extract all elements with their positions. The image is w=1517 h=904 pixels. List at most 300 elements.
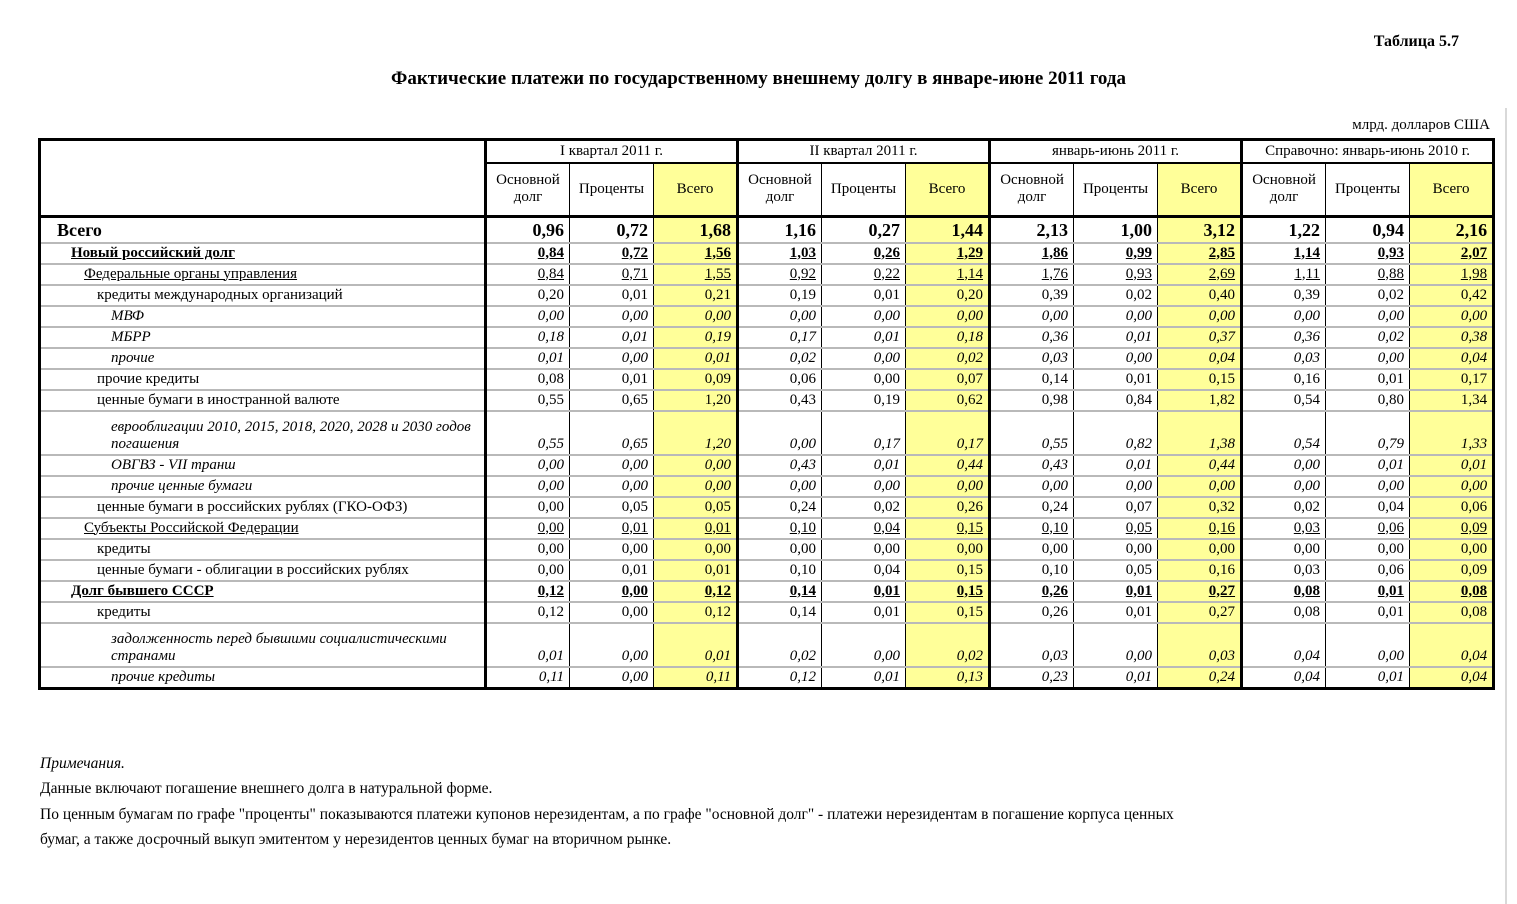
value-cell: 0,01: [486, 348, 570, 369]
value-cell: 0,01: [570, 518, 654, 539]
value-cell: 1,38: [1158, 411, 1242, 455]
value-cell: 0,16: [1242, 369, 1326, 390]
value-cell: 0,00: [738, 476, 822, 497]
value-cell: 0,54: [1242, 390, 1326, 411]
row-label: задолженность перед бывшими социалистическими странами: [111, 630, 447, 664]
table-row: [40, 306, 1494, 327]
table-row: [40, 264, 1494, 285]
value-cell: 0,93: [1074, 264, 1158, 285]
value-cell: 1,11: [1242, 264, 1326, 285]
value-cell: 0,03: [990, 623, 1074, 667]
value-cell: 0,09: [1410, 560, 1494, 581]
value-cell: 0,84: [1074, 390, 1158, 411]
value-cell: 0,06: [1410, 497, 1494, 518]
value-cell: 0,03: [990, 348, 1074, 369]
value-cell: 0,02: [906, 623, 990, 667]
value-cell: 0,00: [738, 539, 822, 560]
value-cell: 0,00: [990, 306, 1074, 327]
row-label: ОВГВЗ - VII транш: [111, 456, 236, 473]
value-cell: 0,10: [990, 560, 1074, 581]
value-cell: 0,01: [654, 560, 738, 581]
value-cell: 0,00: [1074, 348, 1158, 369]
value-cell: 0,01: [1326, 455, 1410, 476]
value-cell: 0,01: [1074, 327, 1158, 348]
value-cell: 0,14: [738, 602, 822, 623]
value-cell: 0,03: [1242, 518, 1326, 539]
value-cell: 0,14: [738, 581, 822, 602]
value-cell: 0,17: [822, 411, 906, 455]
value-cell: 0,01: [1074, 455, 1158, 476]
value-cell: 0,00: [570, 581, 654, 602]
value-cell: 0,00: [1074, 539, 1158, 560]
value-cell: 0,08: [486, 369, 570, 390]
value-cell: 0,00: [822, 623, 906, 667]
value-cell: 0,40: [1158, 285, 1242, 306]
value-cell: 0,26: [822, 243, 906, 264]
value-cell: 1,33: [1410, 411, 1494, 455]
value-cell: 0,00: [486, 518, 570, 539]
value-cell: 0,02: [906, 348, 990, 369]
value-cell: 0,20: [906, 285, 990, 306]
value-cell: 0,00: [1242, 306, 1326, 327]
value-cell: 0,27: [1158, 581, 1242, 602]
row-label: еврооблигации 2010, 2015, 2018, 2020, 2028 и 2030 годов погашения: [111, 418, 471, 452]
value-cell: 0,93: [1326, 243, 1410, 264]
value-cell: 0,00: [486, 306, 570, 327]
value-cell: 0,13: [906, 667, 990, 689]
value-cell: 0,00: [486, 497, 570, 518]
value-cell: 0,21: [654, 285, 738, 306]
value-cell: 0,16: [1158, 560, 1242, 581]
value-cell: 0,55: [486, 390, 570, 411]
value-cell: 3,12: [1158, 217, 1242, 243]
value-cell: 0,10: [738, 518, 822, 539]
row-label: Долг бывшего СССР: [71, 582, 214, 599]
value-cell: 0,03: [1242, 560, 1326, 581]
value-cell: 0,00: [822, 306, 906, 327]
value-cell: 0,00: [1326, 623, 1410, 667]
value-cell: 2,85: [1158, 243, 1242, 264]
value-cell: 0,65: [570, 390, 654, 411]
value-cell: 0,65: [570, 411, 654, 455]
value-cell: 0,02: [738, 348, 822, 369]
row-label: прочие ценные бумаги: [111, 477, 253, 494]
table-row: [40, 476, 1494, 497]
sheet-edge-line: [1505, 108, 1507, 904]
value-cell: 0,00: [1326, 306, 1410, 327]
value-cell: 0,02: [1074, 285, 1158, 306]
value-cell: 1,20: [654, 390, 738, 411]
value-cell: 1,82: [1158, 390, 1242, 411]
table-number-label: Таблица 5.7: [1373, 33, 1459, 50]
sub-column-header: Проценты: [1074, 163, 1158, 217]
value-cell: 0,00: [1326, 348, 1410, 369]
row-label: кредиты международных организаций: [97, 286, 343, 303]
value-cell: 0,00: [906, 306, 990, 327]
row-label: ценные бумаги в российских рублях (ГКО-ОФЗ): [97, 498, 408, 515]
value-cell: 0,19: [654, 327, 738, 348]
value-cell: 0,18: [906, 327, 990, 348]
value-cell: 0,00: [654, 539, 738, 560]
value-cell: 0,80: [1326, 390, 1410, 411]
value-cell: 0,00: [570, 476, 654, 497]
row-label: кредиты: [97, 540, 151, 557]
value-cell: 0,04: [1242, 667, 1326, 689]
value-cell: 0,01: [822, 455, 906, 476]
value-cell: 0,03: [1158, 623, 1242, 667]
value-cell: 0,19: [822, 390, 906, 411]
row-label: ценные бумаги - облигации в российских рублях: [97, 561, 409, 578]
value-cell: 0,00: [1074, 476, 1158, 497]
table-row: [40, 518, 1494, 539]
value-cell: 0,00: [570, 602, 654, 623]
value-cell: 0,04: [1410, 667, 1494, 689]
table-row: [40, 327, 1494, 348]
value-cell: 1,68: [654, 217, 738, 243]
table-row: [40, 539, 1494, 560]
value-cell: 0,04: [1242, 623, 1326, 667]
row-label: прочие кредиты: [111, 668, 216, 685]
table-row: [40, 411, 1494, 455]
value-cell: 0,01: [1326, 667, 1410, 689]
value-cell: 0,07: [906, 369, 990, 390]
value-cell: 1,16: [738, 217, 822, 243]
value-cell: 0,02: [822, 497, 906, 518]
value-cell: 0,17: [738, 327, 822, 348]
value-cell: 0,24: [738, 497, 822, 518]
value-cell: 0,00: [906, 476, 990, 497]
value-cell: 0,62: [906, 390, 990, 411]
value-cell: 0,00: [822, 539, 906, 560]
row-label-column-header: [40, 140, 486, 217]
value-cell: 0,84: [486, 264, 570, 285]
value-cell: 0,24: [1158, 667, 1242, 689]
value-cell: 0,05: [654, 497, 738, 518]
table-row: [40, 390, 1494, 411]
value-cell: 0,01: [1074, 667, 1158, 689]
value-cell: 1,14: [1242, 243, 1326, 264]
value-cell: 0,43: [990, 455, 1074, 476]
notes-line: По ценным бумагам по графе "проценты" показываются платежи купонов нерезидентам, а по графе "основной долг" - платежи нерезидентам в погашение корпуса ценных бумаг, а также досрочный выкуп эмитентом у нерезидентов ценных бумаг на вторичном рынке.: [40, 805, 1174, 848]
value-cell: 0,00: [990, 476, 1074, 497]
value-cell: 0,39: [990, 285, 1074, 306]
value-cell: 0,01: [822, 602, 906, 623]
value-cell: 0,92: [738, 264, 822, 285]
value-cell: 0,36: [1242, 327, 1326, 348]
value-cell: 0,09: [654, 369, 738, 390]
value-cell: 1,03: [738, 243, 822, 264]
value-cell: 0,00: [1074, 306, 1158, 327]
value-cell: 0,00: [1242, 476, 1326, 497]
notes-line: Данные включают погашение внешнего долга в натуральной форме.: [40, 780, 493, 798]
sub-column-header: Проценты: [1326, 163, 1410, 217]
value-cell: 0,15: [906, 581, 990, 602]
value-cell: 0,01: [1326, 369, 1410, 390]
value-cell: 0,71: [570, 264, 654, 285]
value-cell: 0,32: [1158, 497, 1242, 518]
value-cell: 0,23: [990, 667, 1074, 689]
table-row: [40, 285, 1494, 306]
value-cell: 0,00: [1410, 476, 1494, 497]
value-cell: 0,00: [570, 306, 654, 327]
value-cell: 0,94: [1326, 217, 1410, 243]
value-cell: 0,03: [1242, 348, 1326, 369]
row-label: Федеральные органы управления: [84, 265, 298, 282]
value-cell: 2,16: [1410, 217, 1494, 243]
value-cell: 0,36: [990, 327, 1074, 348]
value-cell: 0,00: [570, 667, 654, 689]
value-cell: 0,08: [1242, 581, 1326, 602]
row-label: Новый российский долг: [71, 244, 235, 261]
value-cell: 0,39: [1242, 285, 1326, 306]
value-cell: 1,14: [906, 264, 990, 285]
value-cell: 0,01: [822, 667, 906, 689]
value-cell: 0,08: [1242, 602, 1326, 623]
value-cell: 0,00: [1074, 623, 1158, 667]
value-cell: 0,00: [822, 369, 906, 390]
value-cell: 0,01: [1074, 369, 1158, 390]
value-cell: 0,01: [570, 560, 654, 581]
value-cell: 0,14: [990, 369, 1074, 390]
value-cell: 0,44: [1158, 455, 1242, 476]
notes-heading: Примечания.: [40, 755, 125, 772]
sub-column-header: Проценты: [822, 163, 906, 217]
value-cell: 0,12: [486, 581, 570, 602]
sub-column-header: Всего: [1410, 163, 1494, 217]
value-cell: 1,55: [654, 264, 738, 285]
value-cell: 0,02: [738, 623, 822, 667]
value-cell: 0,16: [1158, 518, 1242, 539]
value-cell: 0,00: [486, 539, 570, 560]
value-cell: 0,01: [1326, 602, 1410, 623]
value-cell: 0,00: [1326, 539, 1410, 560]
value-cell: 0,27: [1158, 602, 1242, 623]
value-cell: 0,00: [486, 560, 570, 581]
sub-column-header: Проценты: [570, 163, 654, 217]
value-cell: 0,00: [738, 306, 822, 327]
value-cell: 0,55: [486, 411, 570, 455]
value-cell: 0,72: [570, 243, 654, 264]
value-cell: 0,00: [1410, 306, 1494, 327]
value-cell: 0,02: [1326, 285, 1410, 306]
value-cell: 0,00: [654, 455, 738, 476]
value-cell: 0,04: [1410, 348, 1494, 369]
value-cell: 0,12: [654, 602, 738, 623]
value-cell: 0,01: [1074, 581, 1158, 602]
value-cell: 0,01: [822, 285, 906, 306]
value-cell: 2,13: [990, 217, 1074, 243]
value-cell: 0,15: [1158, 369, 1242, 390]
value-cell: 0,05: [1074, 560, 1158, 581]
sub-column-header: Основной долг: [738, 163, 822, 217]
row-label: МБРР: [111, 328, 151, 345]
value-cell: 0,01: [1326, 581, 1410, 602]
value-cell: 0,10: [990, 518, 1074, 539]
value-cell: 1,76: [990, 264, 1074, 285]
value-cell: 0,04: [1410, 623, 1494, 667]
value-cell: 0,07: [1074, 497, 1158, 518]
sub-column-header: Всего: [906, 163, 990, 217]
row-label: Всего: [57, 219, 102, 240]
value-cell: 1,44: [906, 217, 990, 243]
value-cell: 0,12: [486, 602, 570, 623]
value-cell: 2,07: [1410, 243, 1494, 264]
value-cell: 0,04: [822, 518, 906, 539]
value-cell: 0,01: [822, 327, 906, 348]
value-cell: 2,69: [1158, 264, 1242, 285]
value-cell: 0,00: [1410, 539, 1494, 560]
value-cell: 0,43: [738, 455, 822, 476]
value-cell: 0,00: [1158, 306, 1242, 327]
value-cell: 0,20: [486, 285, 570, 306]
value-cell: 0,04: [1158, 348, 1242, 369]
value-cell: 0,06: [1326, 518, 1410, 539]
table-row: [40, 602, 1494, 623]
table-body: [40, 217, 1494, 689]
value-cell: 1,22: [1242, 217, 1326, 243]
value-cell: 0,00: [1158, 539, 1242, 560]
value-cell: 0,18: [486, 327, 570, 348]
row-label: прочие кредиты: [97, 370, 200, 387]
units-label: млрд. долларов США: [1352, 117, 1490, 133]
value-cell: 0,05: [570, 497, 654, 518]
value-cell: 0,00: [1326, 476, 1410, 497]
value-cell: 1,00: [1074, 217, 1158, 243]
table-row: [40, 667, 1494, 689]
value-cell: 0,00: [1242, 455, 1326, 476]
debt-payments-table: [38, 138, 1495, 690]
row-label: ценные бумаги в иностранной валюте: [97, 391, 340, 408]
value-cell: 0,01: [654, 623, 738, 667]
value-cell: 0,05: [1074, 518, 1158, 539]
value-cell: 0,06: [1326, 560, 1410, 581]
value-cell: 0,00: [738, 411, 822, 455]
page-title: Фактические платежи по государственному внешнему долгу в январе-июне 2011 года: [391, 68, 1126, 89]
sub-column-header: Всего: [1158, 163, 1242, 217]
value-cell: 0,12: [738, 667, 822, 689]
value-cell: 1,56: [654, 243, 738, 264]
value-cell: 0,00: [570, 539, 654, 560]
column-group-header: II квартал 2011 г.: [738, 140, 990, 163]
value-cell: 0,00: [486, 455, 570, 476]
value-cell: 1,98: [1410, 264, 1494, 285]
value-cell: 0,11: [654, 667, 738, 689]
value-cell: 0,11: [486, 667, 570, 689]
value-cell: 0,02: [1326, 327, 1410, 348]
value-cell: 0,02: [1242, 497, 1326, 518]
value-cell: 0,42: [1410, 285, 1494, 306]
table-row: [40, 497, 1494, 518]
column-group-header: I квартал 2011 г.: [486, 140, 738, 163]
value-cell: 0,26: [990, 602, 1074, 623]
sub-column-header: Основной долг: [486, 163, 570, 217]
table-row: [40, 243, 1494, 264]
value-cell: 0,00: [1242, 539, 1326, 560]
value-cell: 0,00: [570, 623, 654, 667]
value-cell: 0,54: [1242, 411, 1326, 455]
table-row: [40, 560, 1494, 581]
value-cell: 0,01: [1410, 455, 1494, 476]
value-cell: 1,86: [990, 243, 1074, 264]
table-row: [40, 217, 1494, 243]
value-cell: 0,72: [570, 217, 654, 243]
value-cell: 0,84: [486, 243, 570, 264]
value-cell: 0,38: [1410, 327, 1494, 348]
value-cell: 0,08: [1410, 581, 1494, 602]
value-cell: 0,43: [738, 390, 822, 411]
table-row: [40, 348, 1494, 369]
value-cell: 0,15: [906, 560, 990, 581]
value-cell: 0,01: [654, 518, 738, 539]
value-cell: 0,01: [1074, 602, 1158, 623]
value-cell: 0,08: [1410, 602, 1494, 623]
value-cell: 0,09: [1410, 518, 1494, 539]
value-cell: 0,44: [906, 455, 990, 476]
notes: [40, 751, 1180, 852]
value-cell: 0,15: [906, 602, 990, 623]
value-cell: 1,34: [1410, 390, 1494, 411]
value-cell: 0,00: [1158, 476, 1242, 497]
value-cell: 0,99: [1074, 243, 1158, 264]
value-cell: 0,00: [822, 476, 906, 497]
table-row: [40, 623, 1494, 667]
value-cell: 0,37: [1158, 327, 1242, 348]
value-cell: 0,00: [654, 306, 738, 327]
value-cell: 0,88: [1326, 264, 1410, 285]
value-cell: 0,26: [906, 497, 990, 518]
value-cell: 0,00: [906, 539, 990, 560]
value-cell: 0,00: [486, 476, 570, 497]
value-cell: 0,01: [570, 285, 654, 306]
value-cell: 0,22: [822, 264, 906, 285]
value-cell: 0,98: [990, 390, 1074, 411]
row-label: Субъекты Российской Федерации: [84, 519, 299, 536]
value-cell: 0,01: [822, 581, 906, 602]
value-cell: 0,26: [990, 581, 1074, 602]
value-cell: 0,01: [486, 623, 570, 667]
value-cell: 0,27: [822, 217, 906, 243]
column-group-header: январь-июнь 2011 г.: [990, 140, 1242, 163]
value-cell: 1,29: [906, 243, 990, 264]
table-header: [40, 140, 1494, 217]
value-cell: 0,15: [906, 518, 990, 539]
value-cell: 0,00: [822, 348, 906, 369]
value-cell: 0,19: [738, 285, 822, 306]
sub-column-header: Основной долг: [990, 163, 1074, 217]
sub-column-header: Основной долг: [1242, 163, 1326, 217]
value-cell: 0,00: [570, 348, 654, 369]
value-cell: 0,00: [654, 476, 738, 497]
value-cell: 1,20: [654, 411, 738, 455]
value-cell: 0,00: [990, 539, 1074, 560]
column-group-header: Справочно: январь-июнь 2010 г.: [1242, 140, 1494, 163]
value-cell: 0,17: [906, 411, 990, 455]
value-cell: 0,04: [822, 560, 906, 581]
value-cell: 0,00: [570, 455, 654, 476]
value-cell: 0,24: [990, 497, 1074, 518]
value-cell: 0,01: [654, 348, 738, 369]
value-cell: 0,04: [1326, 497, 1410, 518]
value-cell: 0,01: [570, 327, 654, 348]
value-cell: 0,17: [1410, 369, 1494, 390]
row-label: прочие: [111, 349, 155, 366]
table-row: [40, 369, 1494, 390]
value-cell: 0,01: [570, 369, 654, 390]
value-cell: 0,82: [1074, 411, 1158, 455]
value-cell: 0,10: [738, 560, 822, 581]
table-row: [40, 581, 1494, 602]
value-cell: 0,06: [738, 369, 822, 390]
